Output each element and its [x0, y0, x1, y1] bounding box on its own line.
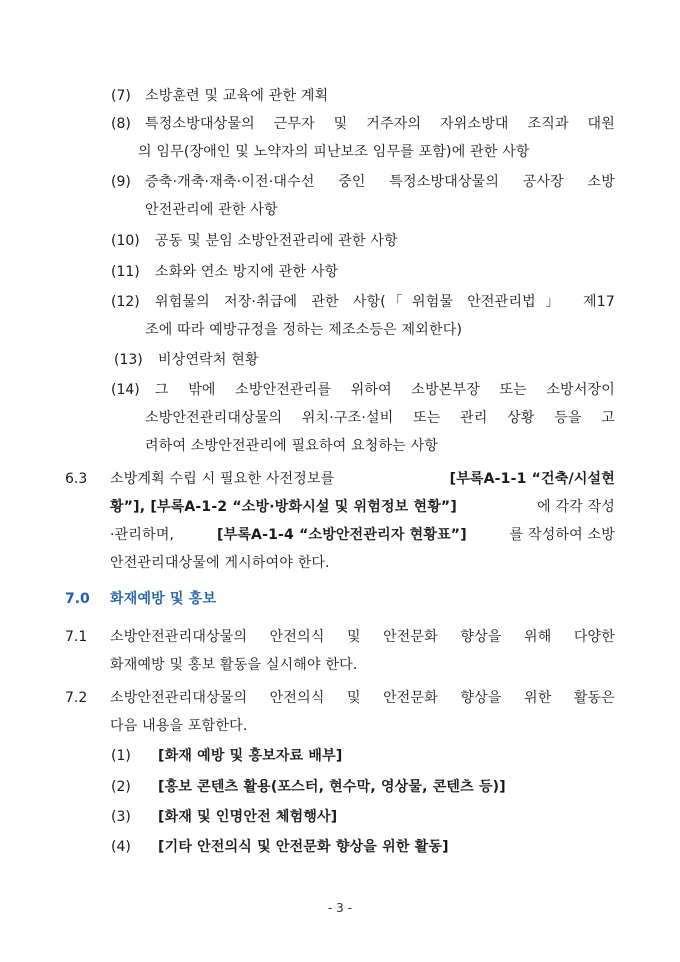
section-7-1-line2: 화재예방 및 홍보 활동을 실시해야 한다.	[110, 657, 358, 673]
section-6-3-line2	[110, 497, 615, 517]
item-14-number: (14)	[111, 382, 140, 398]
appendix-a-1-4-reference: [부록A-1-4 “소방안전관리자 현황표”]	[217, 527, 467, 543]
item-7-2-4-text: [기타 안전의식 및 안전문화 향상을 위한 활동]	[158, 839, 449, 855]
item-7-2-3-number: (3)	[111, 809, 131, 825]
section-6-3-line3-tail: 를 작성하여 소방	[509, 527, 615, 543]
section-7-1-number: 7.1	[65, 629, 88, 645]
appendix-a-1-1-reference: [부록A-1-1 “건축/시설현	[449, 471, 615, 487]
section-7-2-number: 7.2	[65, 690, 88, 706]
appendix-a-1-2-reference: 황”], [부록A-1-2 “소방·방화시설 및 위험정보 현황”]	[110, 499, 457, 515]
item-13-text: 비상연락처 현황	[158, 352, 259, 368]
item-7-2-4-number: (4)	[111, 839, 131, 855]
item-12-number: (12)	[111, 294, 140, 310]
item-7-2-2-text: [홍보 콘텐츠 활용(포스터, 현수막, 영상물, 콘텐츠 등)]	[158, 779, 506, 795]
item-8-text-line1: 특정소방대상물의 근무자 및 거주자의 자위소방대 조직과 대원	[145, 116, 615, 132]
item-7-text: 소방훈련 및 교육에 관한 계획	[145, 88, 329, 104]
section-6-3-line3	[110, 525, 615, 545]
item-13-number: (13)	[114, 352, 143, 368]
section-7-1-line1: 소방안전관리대상물의 안전의식 및 안전문화 향상을 위해 다양한	[110, 629, 615, 645]
section-7-0-title: 화재예방 및 홍보	[110, 591, 217, 607]
item-14-text-line1: 그 밖에 소방안전관리를 위하여 소방본부장 또는 소방서장이	[155, 382, 615, 398]
section-6-3-line1-text: 소방계획 수립 시 필요한 사전정보를	[110, 471, 335, 487]
item-7-2-1-number: (1)	[111, 748, 131, 764]
item-14-text-line3: 려하여 소방안전관리에 필요하여 요청하는 사항	[145, 438, 439, 454]
page-number: - 3 -	[328, 901, 352, 915]
item-12-text-line2: 조에 따라 예방규정을 정하는 제조소등은 제외한다)	[145, 322, 463, 338]
section-7-2-line2: 다음 내용을 포함한다.	[110, 718, 248, 734]
item-11-number: (11)	[111, 264, 140, 280]
item-12-text-line1: 위험물의 저장·취급에 관한 사항(「위험물 안전관리법」 제17	[155, 294, 615, 310]
section-6-3-line4: 안전관리대상물에 게시하여야 한다.	[110, 555, 330, 571]
section-6-3-line3-text: ·관리하며,	[110, 527, 175, 543]
item-10-number: (10)	[111, 233, 140, 249]
item-11-text: 소화와 연소 방지에 관한 사항	[155, 264, 339, 280]
item-7-2-2-number: (2)	[111, 779, 131, 795]
item-8-text-line2: 의 임무(장애인 및 노약자의 피난보조 임무를 포함)에 관한 사항	[138, 144, 530, 160]
item-10-text: 공동 및 분임 소방안전관리에 관한 사항	[155, 233, 398, 249]
section-6-3-line1	[110, 469, 615, 489]
item-9-text-line2: 안전관리에 관한 사항	[145, 202, 278, 218]
section-7-2-line1: 소방안전관리대상물의 안전의식 및 안전문화 향상을 위한 활동은	[110, 690, 615, 706]
item-8-number: (8)	[111, 116, 131, 132]
item-14-text-line2: 소방안전관리대상물의 위치·구조·설비 또는 관리 상황 등을 고	[145, 410, 615, 426]
section-6-3-number: 6.3	[65, 471, 88, 487]
item-9-number: (9)	[111, 174, 131, 190]
item-7-2-1-text: [화재 예방 및 홍보자료 배부]	[158, 748, 343, 764]
section-7-0-number: 7.0	[65, 591, 90, 607]
section-6-3-line2-text: 에 각각 작성	[537, 499, 615, 515]
item-7-number: (7)	[111, 88, 131, 104]
item-7-2-3-text: [화재 및 인명안전 체험행사]	[158, 809, 338, 825]
item-9-text-line1: 증축·개축·재축·이전·대수선 중인 특정소방대상물의 공사장 소방	[145, 174, 615, 190]
